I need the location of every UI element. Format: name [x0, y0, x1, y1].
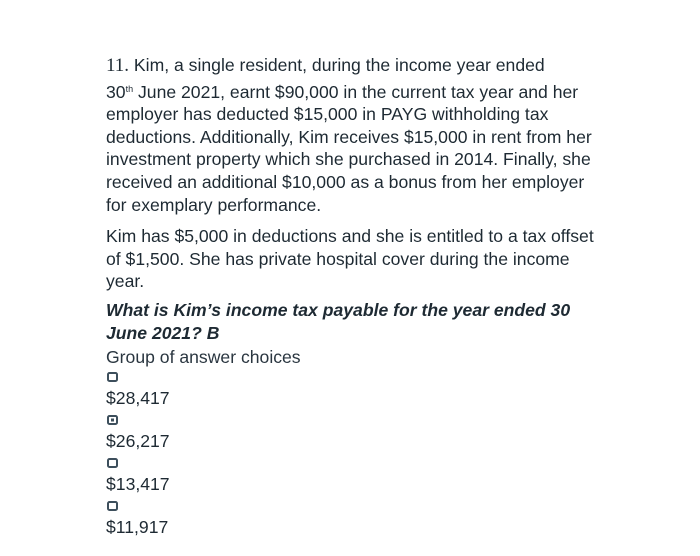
question-block: [106, 54, 596, 542]
question-paragraph-1: [106, 54, 596, 216]
answer-choice-label: $13,417: [106, 474, 170, 495]
question-intro-line1: Kim, a single resident, during the income year ended: [129, 55, 545, 75]
answer-choice-3[interactable]: [106, 458, 596, 499]
answer-choice-label: $26,217: [106, 431, 170, 452]
question-number: 11.: [106, 55, 130, 76]
radio-icon[interactable]: [107, 372, 118, 382]
radio-icon[interactable]: [107, 501, 118, 511]
answer-choice-label: $28,417: [106, 388, 170, 409]
radio-icon[interactable]: [107, 458, 118, 468]
question-day: 30: [106, 81, 126, 102]
question-paragraph-2: Kim has $5,000 in deductions and she is entitled to a tax offset of $1,500. She has private hospital cover during the income year.: [106, 226, 594, 292]
question-prompt: What is Kim’s income tax payable for the year ended 30 June 2021? B: [106, 299, 571, 343]
answer-choice-label: $11,917: [106, 517, 169, 538]
radio-icon[interactable]: [107, 415, 118, 425]
question-intro-body: June 2021, earnt $90,000 in the current tax year and her employer has deducted $15,000 in PAYG withholding tax deductions. Additionally, Kim receives $15,000 in rent from her investment property which she purchased in 2014. Finally, she received an additional $10,000 as a bonus from her employer for exemplary performance.: [106, 81, 592, 215]
question-day-suffix: th: [125, 83, 134, 94]
answer-choice-4[interactable]: [106, 501, 596, 542]
answer-choice-1[interactable]: [106, 372, 596, 413]
answer-group-label: Group of answer choices: [106, 347, 301, 368]
answer-choice-2[interactable]: [106, 415, 596, 456]
answer-choices: [106, 372, 596, 542]
